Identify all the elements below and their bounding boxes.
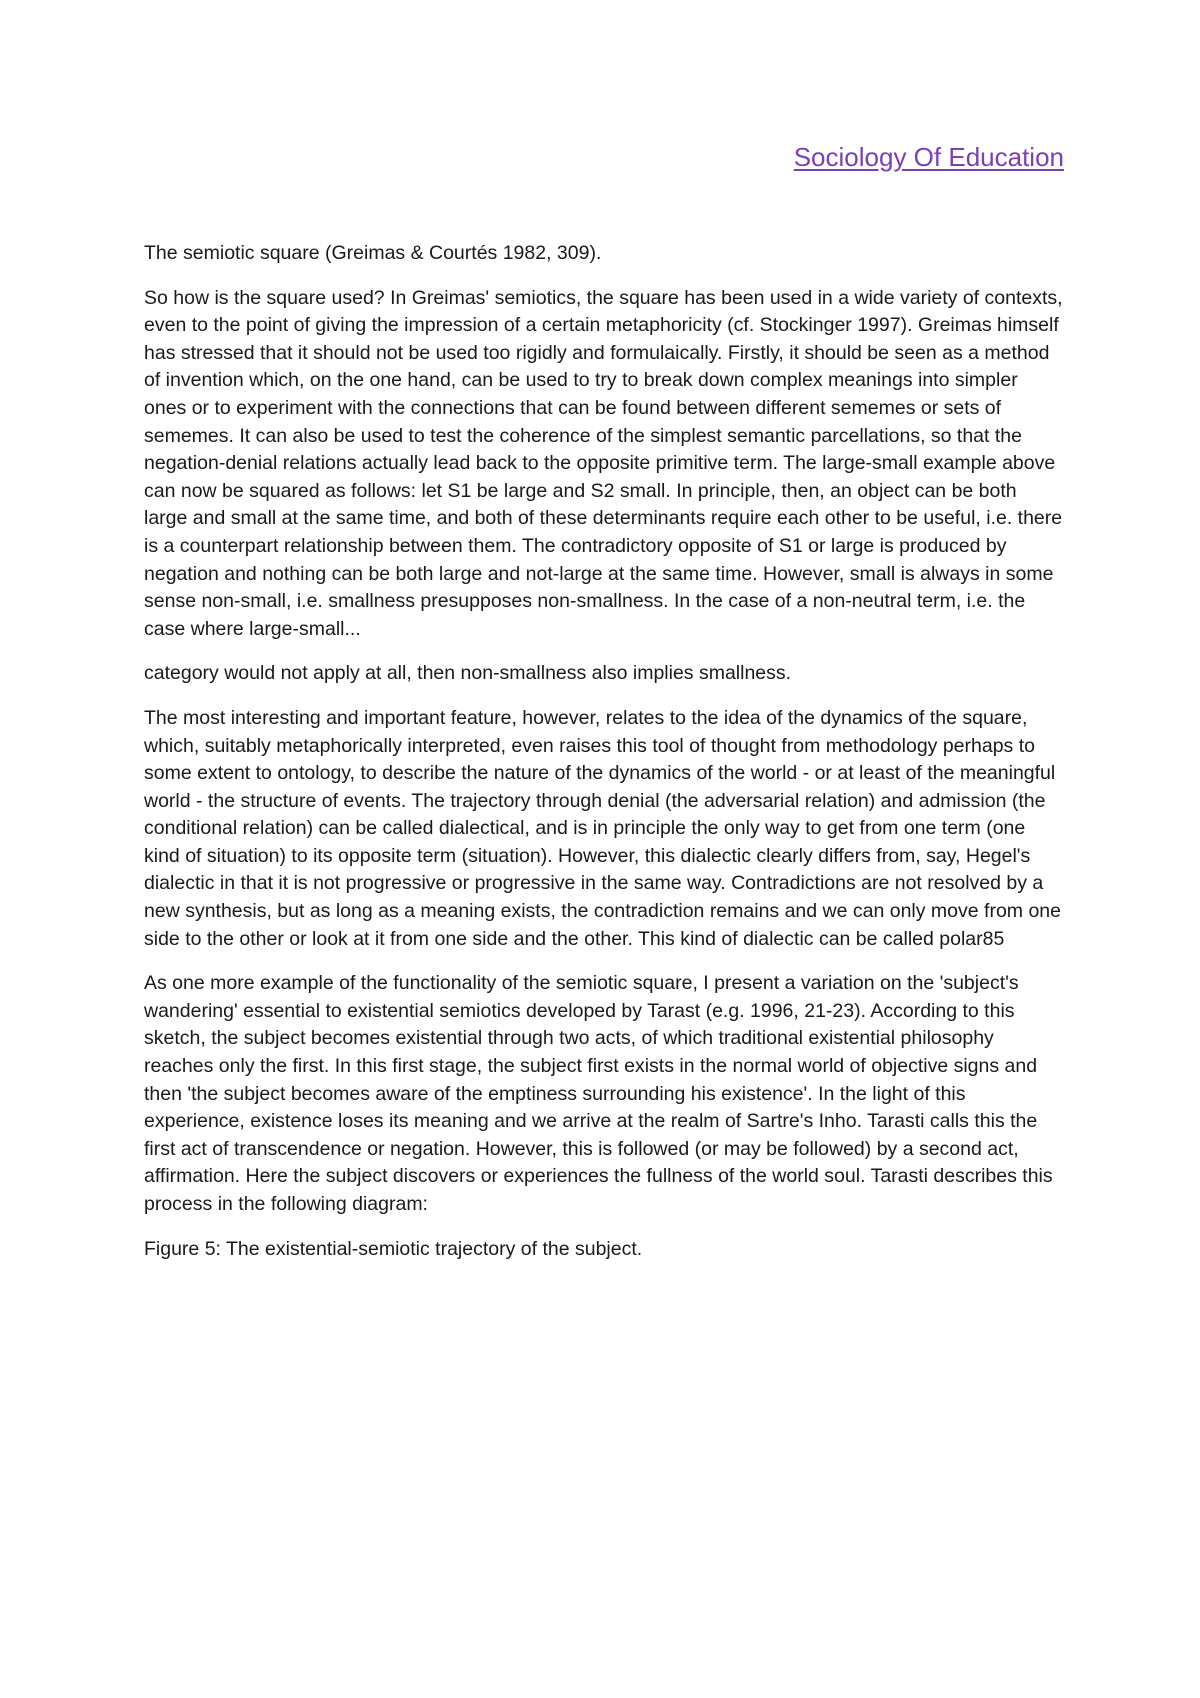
paragraph-dynamics: The most interesting and important feature, however, relates to the idea of the dynamics of the square, which, suitably metaphorically interpreted, even raises this tool of thought from methodology perhaps to some extent to ontology, to describe the nature of the dynamics of the world - or at least of the meaningful world - the structure of events. The trajectory through denial (the adversarial relation) and admission (the conditional relation) can be called dialectical, and is in principle the only way to get from one term (one kind of situation) to its opposite term (situation). However, this dialectic clearly differs from, say, Hegel's dialectic in that it is not progressive or progressive in the same way. Contradictions are not resolved by a new synthesis, but as long as a meaning exists, the contradiction remains and we can only move from one side to the other or look at it from one side and the other. This kind of dialectic can be called polar85: [144, 706, 1061, 950]
paragraph-category: category would not apply at all, then non-smallness also implies smallness.: [144, 662, 792, 685]
document-title-link[interactable]: Sociology Of Education: [793, 142, 1064, 172]
paragraph-square-usage: So how is the square used? In Greimas' semiotics, the square has been used in a wide variety of contexts, even to the point of giving the impression of a certain metaphoricity (cf. Stockinger 1997). Greimas himself has stressed that it should not be used too rigidly and formulaically. Firstly, it should be seen as a method of invention which, on the one hand, can be used to try to break down complex meanings into simpler ones or to experiment with the connections that can be found between different sememes or sets of sememes. It can also be used to test the coherence of the simplest semantic parcellations, so that the negation-denial relations actually lead back to the opposite primitive term. The large-small example above can now be squared as follows: let S1 be large and S2 small. In principle, then, an object can be both large and small at the same time, and both of these determinants require each other to be useful, i.e. there is a counterpart relationship between them. The contradictory opposite of S1 or large is produced by negation and nothing can be both large and not-large at the same time. However, small is always in some sense non-small, i.e. smallness presupposes non-smallness. In the case of a non-neutral term, i.e. the case where large-small...: [144, 286, 1063, 640]
paragraph-existential-example: As one more example of the functionality of the semiotic square, I present a variation on the 'subject's wandering' essential to existential semiotics developed by Tarast (e.g. 1996, 21-23). According to this sketch, the subject becomes existential through two acts, of which traditional existential philosophy reaches only the first. In this first stage, the subject first exists in the normal world of objective signs and then 'the subject becomes aware of the emptiness surrounding his existence'. In the light of this experience, existence loses its meaning and we arrive at the realm of Sartre's Inho. Tarasti calls this the first act of transcendence or negation. However, this is followed (or may be followed) by a second act, affirmation. Here the subject discovers or experiences the fullness of the world soul. Tarasti describes this process in the following diagram:: [144, 972, 1053, 1215]
figure-caption: Figure 5: The existential-semiotic trajectory of the subject.: [144, 1237, 643, 1260]
paragraph-caption-semiotic-square: The semiotic square (Greimas & Courtés 1982, 309).: [144, 242, 602, 264]
document-body: [144, 240, 1064, 1280]
